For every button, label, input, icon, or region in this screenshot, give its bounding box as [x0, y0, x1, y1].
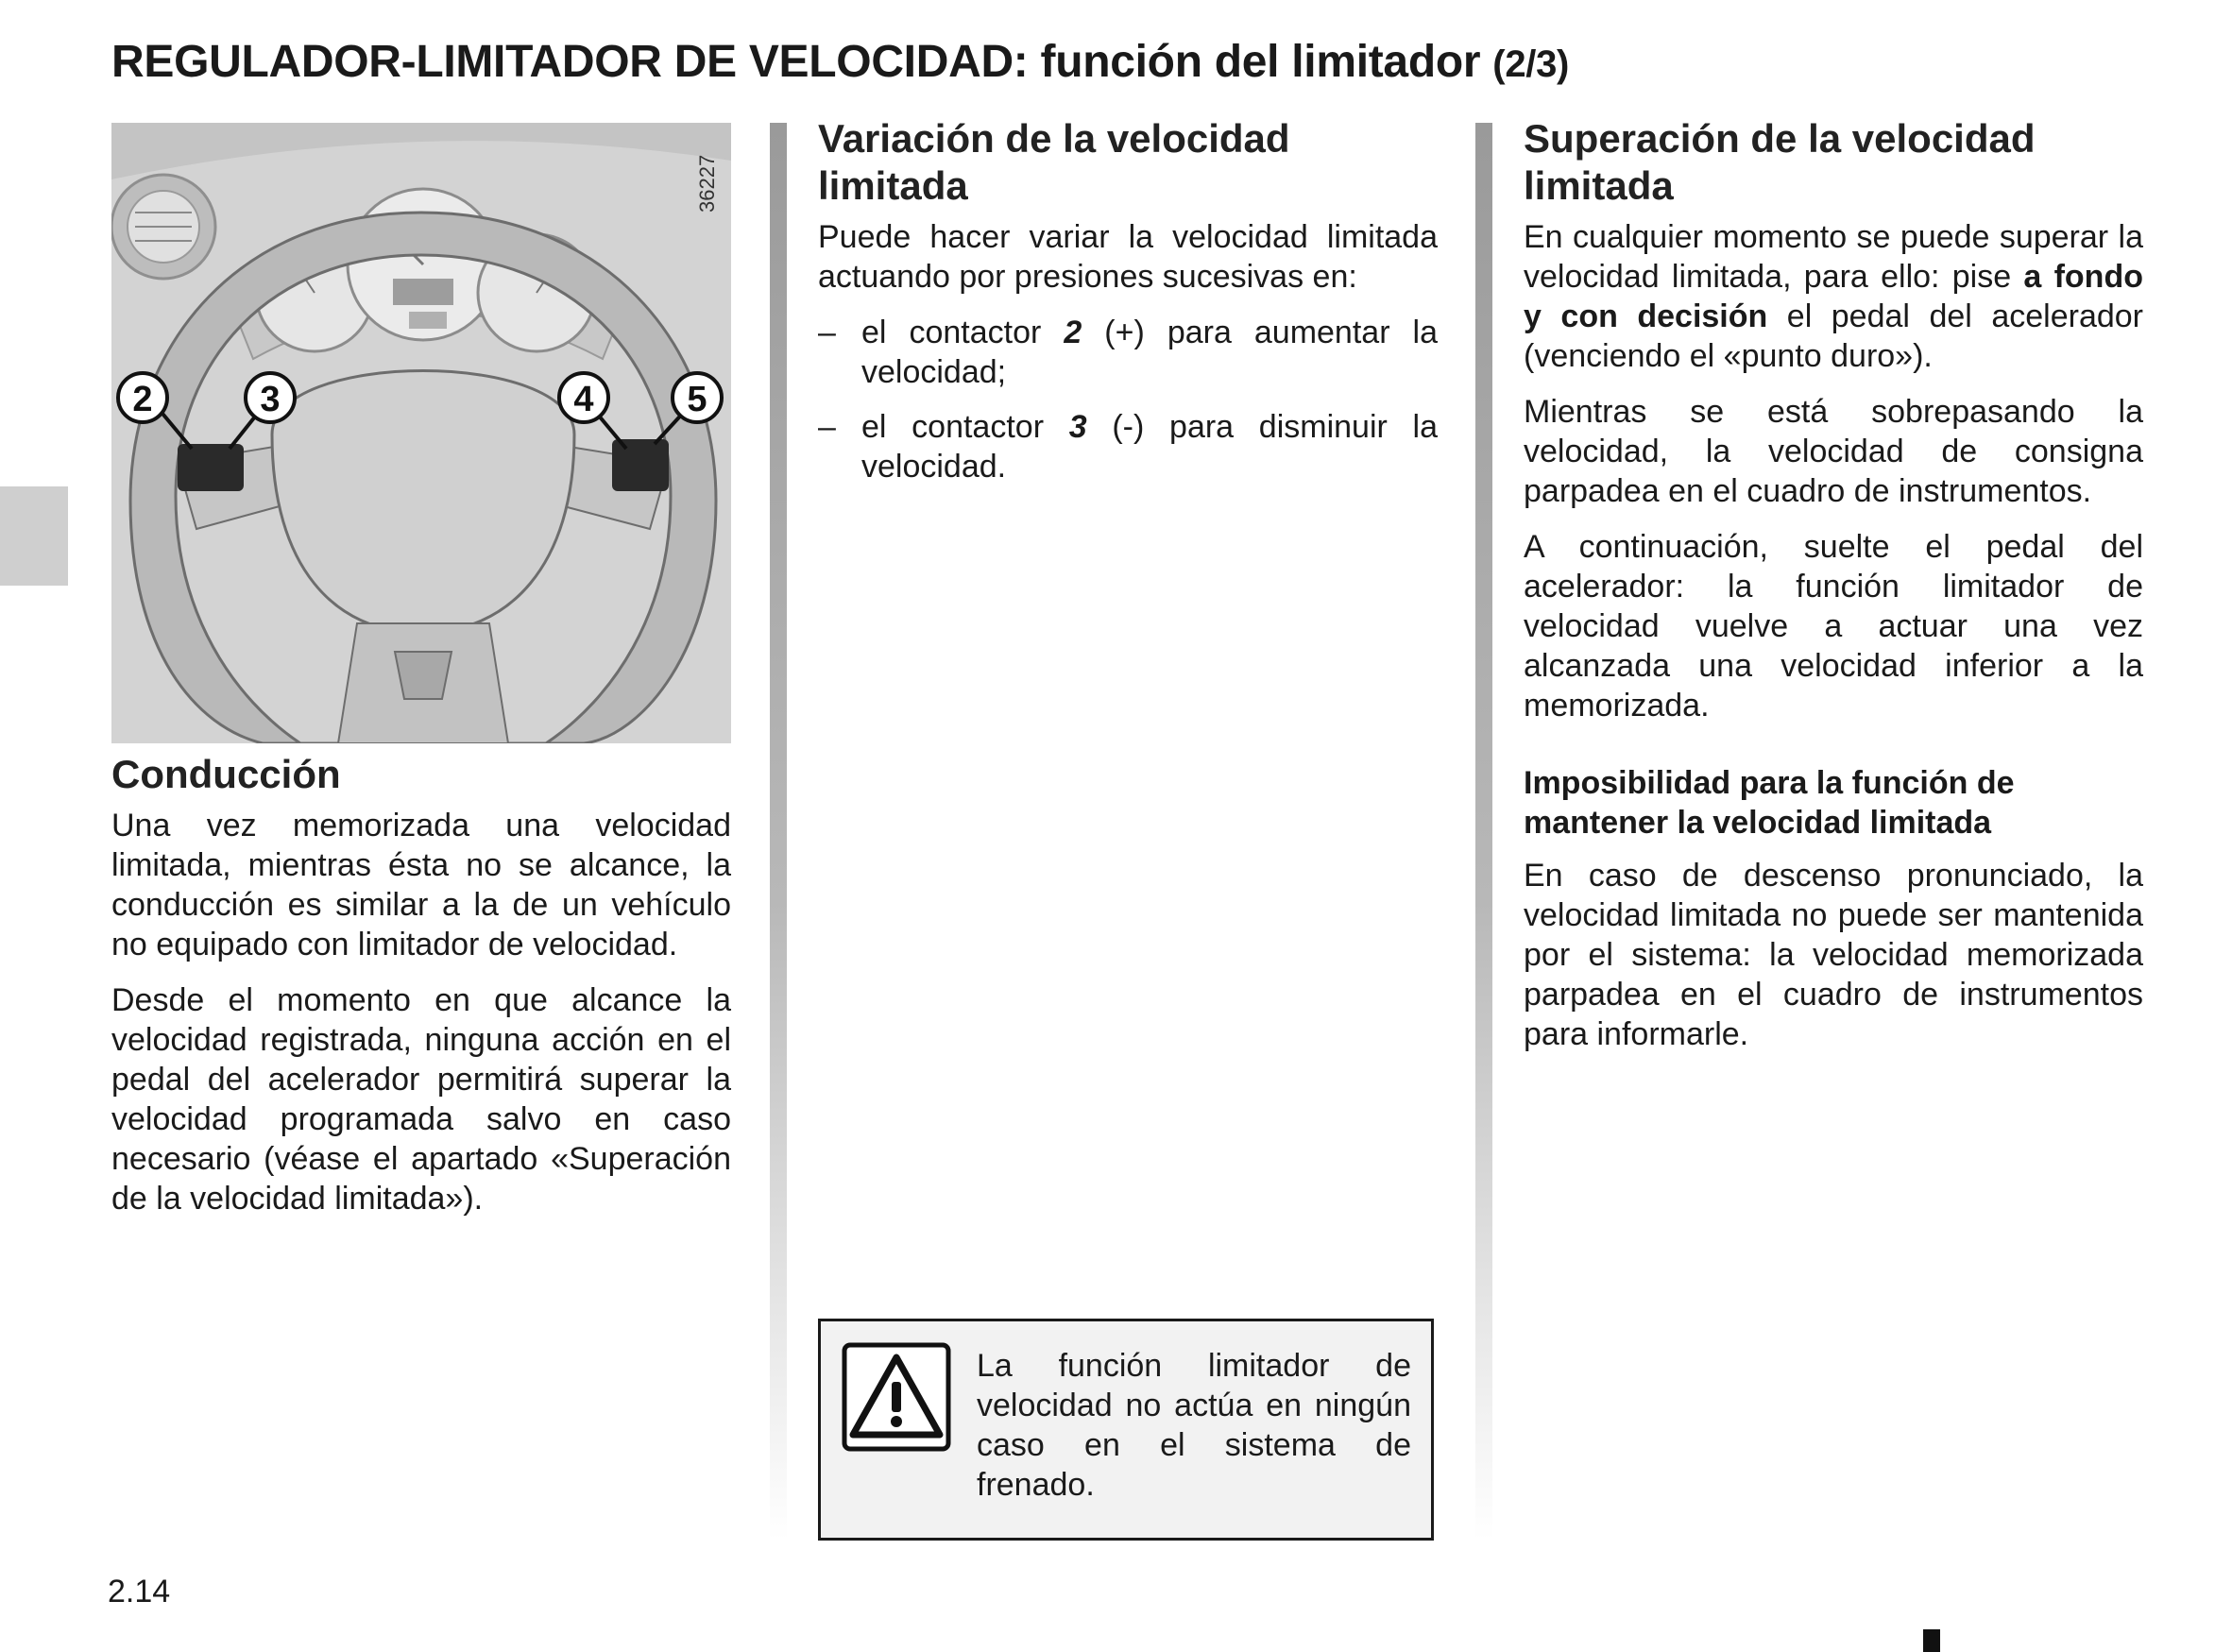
callout-5-label: 5	[687, 380, 707, 419]
corner-marker	[1923, 1629, 1940, 1652]
superacion-paragraph-2: Mientras se está sobrepasando la velocidad, la velocidad de consigna parpadea en el cuadro de instrumentos.	[1524, 394, 2143, 509]
list-dash: –	[818, 409, 836, 445]
list-item	[818, 313, 1438, 392]
superacion-p1-post: el pedal del acelerador (venciendo el «punto duro»).	[1524, 298, 2143, 374]
warning-text: La función limitador de velocidad no actúa en ningún caso en el sistema de frenado.	[977, 1348, 1411, 1503]
callout-3-label: 3	[260, 380, 281, 419]
list-item-pre: el contactor	[861, 315, 1065, 350]
page-title-text: REGULADOR-LIMITADOR DE VELOCIDAD: función del limitador	[111, 37, 1481, 87]
imposibilidad-subheading: Imposibilidad para la función de mantener la velocidad limitada	[1524, 765, 2015, 841]
superacion-heading: Superación de la velocidad limitada	[1524, 116, 2036, 208]
steering-wheel-figure	[111, 123, 731, 743]
column-divider-right	[1475, 123, 1492, 1540]
page-indicator: (2/3)	[1492, 43, 1570, 85]
superacion-paragraph-1	[1524, 217, 2143, 376]
contactor-list	[818, 313, 1438, 486]
superacion-section	[1524, 115, 2143, 1070]
variacion-heading: Variación de la velocidad limitada	[818, 116, 1290, 208]
superacion-paragraph-3: A continuación, suelte el pedal del acelerador: la función limitador de velocidad vuelve a actuar una vez alcanzada una velocidad inferior a la memorizada.	[1524, 529, 2143, 724]
variacion-section	[818, 115, 1438, 502]
callout-3	[246, 373, 295, 422]
imposibilidad-paragraph: En caso de descenso pronunciado, la velocidad limitada no puede ser mantenida por el sistema: la velocidad memorizada parpadea en el cuadro de instrumentos para informarle.	[1524, 858, 2143, 1052]
column-divider-left	[770, 123, 787, 1540]
list-dash: –	[818, 315, 836, 350]
list-item-number: 2	[1064, 315, 1082, 350]
figure-ref-number: 36227	[695, 154, 719, 213]
superacion-p1-bold: a fondo y con decisión	[1524, 259, 2143, 334]
list-item-post: (+) para aumentar la velocidad;	[861, 315, 1438, 390]
section-tab	[0, 486, 68, 586]
list-item-pre: el contactor	[861, 409, 1069, 445]
list-item	[818, 407, 1438, 486]
warning-box	[818, 1319, 1434, 1541]
callout-5	[673, 373, 722, 422]
page-title	[111, 36, 1569, 88]
conduccion-paragraph-2: Desde el momento en que alcance la velocidad registrada, ninguna acción en el pedal del acelerador permitirá superar la velocidad programada salvo en caso necesario (véase el apartado «Superación de la velocidad limitada»).	[111, 982, 731, 1217]
callout-2	[118, 373, 167, 422]
conduccion-heading: Conducción	[111, 752, 341, 796]
list-item-post: (-) para disminuir la velocidad.	[861, 409, 1438, 485]
page-number: 2.14	[108, 1574, 171, 1609]
steering-wheel-illustration	[111, 123, 731, 743]
warning-triangle-icon	[842, 1342, 951, 1452]
callout-4	[559, 373, 608, 422]
conduccion-paragraph-1: Una vez memorizada una velocidad limitada, mientras ésta no se alcance, la conducción es similar a la de un vehículo no equipado con limitador de velocidad.	[111, 808, 731, 962]
callout-2-label: 2	[132, 380, 153, 419]
variacion-intro: Puede hacer variar la velocidad limitada actuando por presiones sucesivas en:	[818, 219, 1438, 295]
superacion-p1-pre: En cualquier momento se puede superar la velocidad limitada, para ello: pise	[1524, 219, 2143, 295]
conduccion-section	[111, 751, 731, 1235]
list-item-number: 3	[1068, 409, 1087, 445]
callout-4-label: 4	[573, 380, 594, 419]
